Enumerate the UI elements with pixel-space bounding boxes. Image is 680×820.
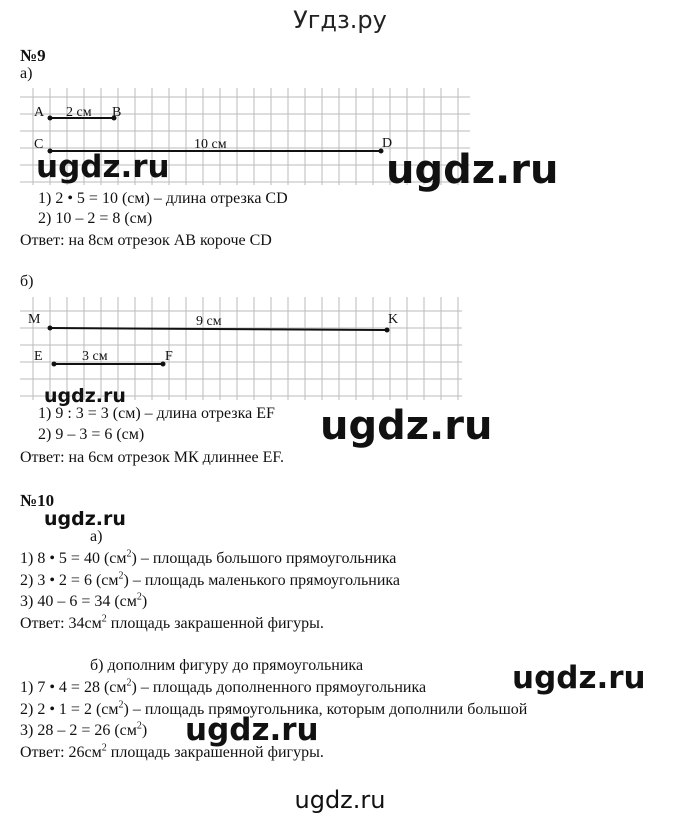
label-c: C <box>34 137 44 152</box>
watermark: ugdz.ru <box>512 660 646 696</box>
task-10b-label: б) дополним фигуру до прямоугольника <box>90 657 364 674</box>
watermark: ugdz.ru <box>44 508 126 530</box>
task-9b-step-1: 1) 9 : 3 = 3 (см) – длина отрезка EF <box>38 405 275 422</box>
watermark: ugdz.ru <box>320 403 493 449</box>
task-9a-step-2: 2) 10 – 2 = 8 (см) <box>38 210 153 227</box>
watermark: ugdz.ru <box>44 385 126 407</box>
label-ab-length: 2 см <box>66 105 92 120</box>
task-10a-label: а) <box>90 528 103 545</box>
watermark: ugdz.ru <box>36 149 170 185</box>
task-9b-answer: Ответ: на 6см отрезок МК длиннее EF. <box>20 449 285 466</box>
label-b: B <box>112 105 122 120</box>
task-10b-step-2: 2) 2 • 1 = 2 $(см^2)$ – площадь прямоугольника, которым дополнили большой <box>20 699 528 718</box>
task-10-heading: №10 <box>20 491 55 510</box>
point-m <box>48 326 53 331</box>
point-k <box>385 328 390 333</box>
task-9-heading: №9 <box>20 46 46 65</box>
label-e: E <box>34 349 43 364</box>
label-m: M <box>28 312 41 327</box>
task-10a-step-3: 3) 40 – 6 = 34 $(см^2)$ <box>20 591 148 610</box>
label-f: F <box>165 349 173 364</box>
label-k: K <box>388 312 399 327</box>
task-9a-step-1: 1) 2 • 5 = 10 (см) – длина отрезка CD <box>38 190 288 207</box>
watermark: ugdz.ru <box>386 147 559 193</box>
task-9b-label: б) <box>20 273 34 290</box>
task-10b-answer: Ответ: $26см^2$ площадь закрашенной фигуры. <box>20 742 324 761</box>
task-10a-step-1: 1) 8 • 5 = 40 $(см^2)$ – площадь большого прямоугольника <box>20 548 397 567</box>
watermark: ugdz.ru <box>185 712 319 748</box>
task-10a-answer: Ответ: $34см^2$ площадь закрашенной фигуры. <box>20 613 324 632</box>
task-10b-step-3: 3) 28 – 2 = 26 $(см^2)$ <box>20 720 148 739</box>
label-d: D <box>382 136 393 151</box>
task-9a-answer: Ответ: на 8см отрезок АВ короче CD <box>20 232 272 249</box>
label-ef-length: 3 см <box>82 349 108 364</box>
task-10b-step-1: 1) 7 • 4 = 28 $(см^2)$ – площадь дополненного прямоугольника <box>20 677 427 696</box>
site-title: Угдз.ру <box>293 6 387 34</box>
label-a: A <box>34 105 45 120</box>
task-9a-label: а) <box>20 65 33 82</box>
footer-watermark: ugdz.ru <box>294 786 386 814</box>
point-e <box>52 362 57 367</box>
label-mk-length: 9 см <box>196 314 222 329</box>
task-9b-step-2: 2) 9 – 3 = 6 (см) <box>38 426 145 443</box>
label-cd-length: 10 см <box>194 137 227 152</box>
task-10a-step-2: 2) 3 • 2 = 6 $(см^2)$ – площадь маленького прямоугольника <box>20 570 401 589</box>
point-a <box>48 116 53 121</box>
